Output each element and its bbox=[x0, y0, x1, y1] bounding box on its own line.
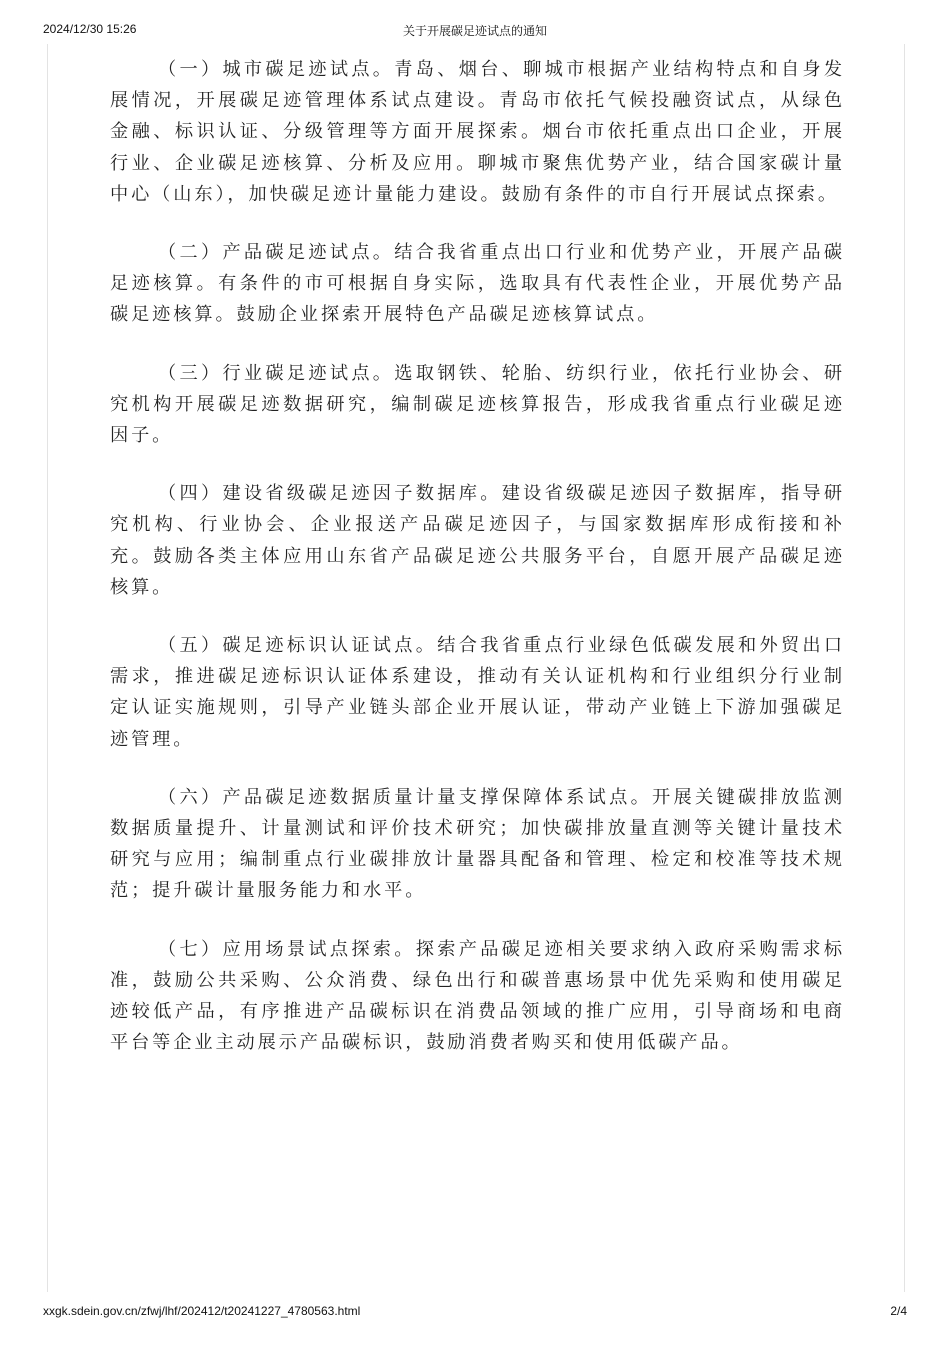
document-title: 关于开展碳足迹试点的通知 bbox=[402, 24, 547, 38]
paragraph-application-scenarios: （七）应用场景试点探索。探索产品碳足迹相关要求纳入政府采购需求标准，鼓励公共采购、公众消费、绿色出行和碳普惠场景中优先采购和使用碳足迹较低产品，有序推进产品碳标识在消费品领域的推广应用，引导商场和电商平台等企业主动展示产品碳标识，鼓励消费者购买和使用低碳产品。 bbox=[110, 938, 845, 1054]
paragraph-industry-pilot: （三）行业碳足迹试点。选取钢铁、轮胎、纺织行业，依托行业协会、研究机构开展碳足迹数据研究，编制碳足迹核算报告，形成我省重点行业碳足迹因子。 bbox=[110, 362, 845, 447]
paragraph-metrology-support: （六）产品碳足迹数据质量计量支撑保障体系试点。开展关键碳排放监测数据质量提升、计量测试和评价技术研究；加快碳排放量直测等关键计量技术研究与应用；编制重点行业碳排放计量器具配备和管理、检定和校准等技术规范；提升碳计量服务能力和水平。 bbox=[110, 786, 845, 902]
page-url: xxgk.sdein.gov.cn/zfwj/lhf/202412/t20241227_4780563.html bbox=[43, 1304, 361, 1318]
right-border-line bbox=[904, 44, 905, 1292]
print-footer bbox=[0, 1304, 950, 1322]
paragraph-city-pilot: （一）城市碳足迹试点。青岛、烟台、聊城市根据产业结构特点和自身发展情况，开展碳足迹管理体系试点建设。青岛市依托气候投融资试点，从绿色金融、标识认证、分级管理等方面开展探索。烟台市依托重点出口企业，开展行业、企业碳足迹核算、分析及应用。聊城市聚焦优势产业，结合国家碳计量中心（山东），加快碳足迹计量能力建设。鼓励有条件的市自行开展试点探索。 bbox=[110, 59, 845, 205]
paragraph-product-pilot: （二）产品碳足迹试点。结合我省重点出口行业和优势产业，开展产品碳足迹核算。有条件的市可根据自身实际，选取具有代表性企业，开展优势产品碳足迹核算。鼓励企业探索开展特色产品碳足迹核算试点。 bbox=[110, 242, 845, 326]
page-number: 2/4 bbox=[890, 1304, 907, 1318]
print-header bbox=[0, 22, 950, 40]
document-body bbox=[110, 54, 845, 1085]
paragraph-label-certification: （五）碳足迹标识认证试点。结合我省重点行业绿色低碳发展和外贸出口需求，推进碳足迹标识认证体系建设，推动有关认证机构和行业组织分行业制定认证实施规则，引导产业链头部企业开展认证，带动产业链上下游加强碳足迹管理。 bbox=[110, 635, 845, 750]
print-datetime: 2024/12/30 15:26 bbox=[43, 22, 137, 36]
left-border-line bbox=[47, 44, 48, 1292]
paragraph-factor-database: （四）建设省级碳足迹因子数据库。建设省级碳足迹因子数据库，指导研究机构、行业协会、企业报送产品碳足迹因子，与国家数据库形成衔接和补充。鼓励各类主体应用山东省产品碳足迹公共服务平台，自愿开展产品碳足迹核算。 bbox=[110, 483, 845, 598]
